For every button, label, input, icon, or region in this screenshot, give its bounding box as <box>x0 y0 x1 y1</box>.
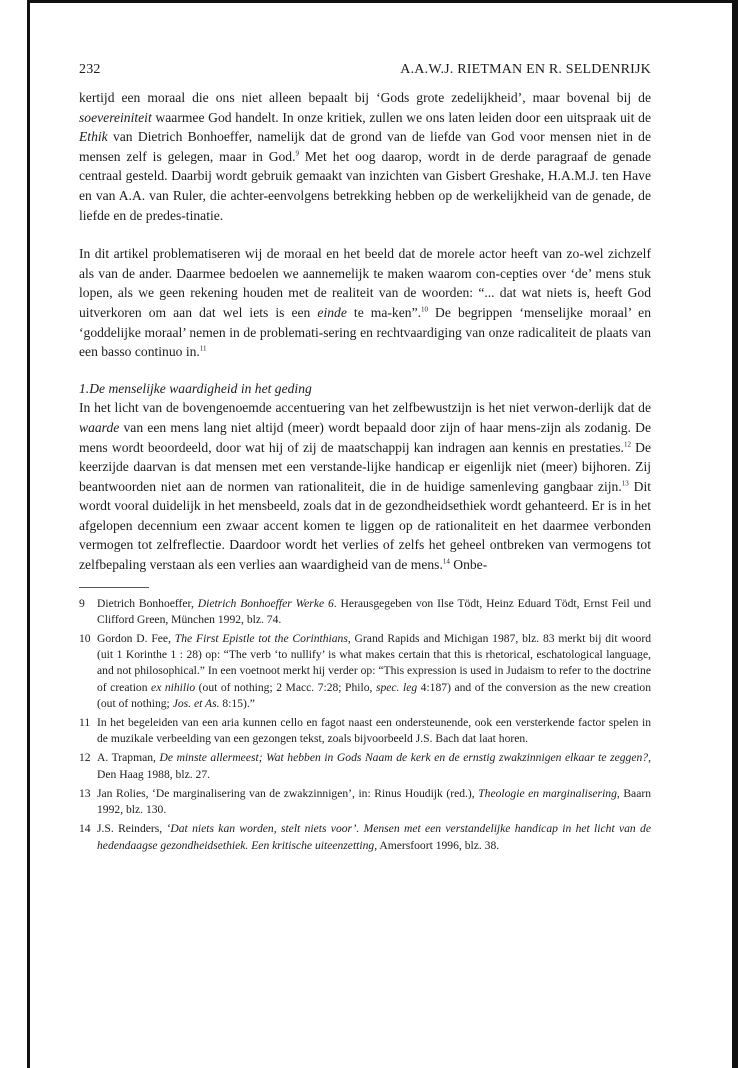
paragraph-3: In het licht van de bovengenoemde accentuering van het zelfbewustzijn is het niet verwon-derlijk dat de waarde van een mens lang niet altijd (meer) wordt bepaald door zijn of haar mens-zijn als zodanig. De mens wordt beoordeeld, door wat hij of zij de maatschappij kan indragen aan kennis en prestaties.$^{12}$ De keerzijde daarvan is dat mensen met een verstande-lijke handicap er eigenlijk niet (meer) bijhoren. Zij beantwoorden niet aan de normen van rationaliteit, die in de huidige samenleving gangbaar zijn.$^{13}$ Dit wordt vooral duidelijk in het mensbeeld, zoals dat in de gezondheidsethiek wordt gehanteerd. Er is in het afgelopen decennium een zwaar accent komen te liggen op de rationaliteit en het daarmee verbonden vermogen tot zelfreflectie. Daardoor wordt het verlies of zelfs het geheel ontbreken van vermogens tot zelfbepaling verstaan als een verlies aan waardigheid van de mens.$^{14}$ Onbe- <box>79 400 652 573</box>
paragraph-1: kertijd een moraal die ons niet alleen bepaalt bij ‘Gods grote zedelijkheid’, maar bovenal bij de soevereiniteit waarmee God handelt. In onze kritiek, zullen we ons laten leiden door een uitspraak uit de Ethik van Dietrich Bonhoeffer, namelijk dat de grond van de liefde van God voor mensen niet in de mensen zelf is gelegen, maar in God.$^9$ Met het oog daarop, wordt in de derde paragraaf de genade centraal gesteld. Daarbij wordt gebruik gemaakt van inzichten van Gisbert Greshake, H.A.M.J. ten Have en van A.A. van Ruler, die achter-eenvolgens betrekking hebben op de werkelijkheid van de genade, de liefde en de predes-tinatie. <box>79 90 651 223</box>
footnote-item <box>79 715 651 747</box>
page-number: 232 <box>79 62 101 77</box>
footnote-text: J.S. Reinders, ‘Dat niets kan worden, stelt niets voor’. Mensen met een verstandelijke handicap in het licht van de hedendaagse gezondheidsethiek. Een kritische uiteenzetting, Amersfoort 1996, blz. 38. <box>97 822 651 852</box>
footnotes <box>79 596 651 854</box>
scan-border-right <box>732 0 738 1068</box>
scan-border-top <box>27 0 738 3</box>
footnote-item <box>79 631 651 712</box>
footnote-number: 10 <box>79 632 91 646</box>
footnote-item <box>79 786 651 818</box>
footnote-item <box>79 596 651 628</box>
footnote-number: 13 <box>79 786 91 800</box>
footnote-ref-12[interactable]: 12 <box>623 439 631 448</box>
footnote-item <box>79 821 651 853</box>
footnote-number: 11 <box>79 716 91 730</box>
footnote-item <box>79 750 651 782</box>
footnote-divider <box>79 587 149 588</box>
footnote-ref-14[interactable]: 14 <box>442 557 450 566</box>
running-head <box>79 62 651 78</box>
footnote-text: Jan Rolies, ‘De marginalisering van de zwakzinnigen’, in: Rinus Houdijk (red.), Theologie en marginalisering, Baarn 1992, blz. 130. <box>97 786 652 817</box>
section-heading: 1.De menselijke waardigheid in het geding <box>79 380 312 396</box>
scan-border-left <box>27 0 30 1068</box>
paragraph-2: In dit artikel problematiseren wij de moraal en het beeld dat de morele actor heeft van zo-wel zichzelf als van de ander. Daarmee bedoelen we aannemelijk te maken waarom con-cepties over ‘de’ mens stuk lopen, als we geen rekening houden met de realiteit van de woorden: “... dat wat niets is, heeft God uitverkoren om aan dat wel iets is een einde te ma-ken”.$^{10}$ De begrippen ‘menselijke moraal’ en ‘goddelijke moraal’ nemen in de problemati-sering en rechtvaardiging van onze radicaliteit de plaats van een basso continuo in.$^{11}$ <box>79 246 652 360</box>
body-text <box>79 88 651 575</box>
footnote-number: 9 <box>79 596 85 610</box>
footnote-ref-13[interactable]: 13 <box>621 479 629 488</box>
footnote-text: Gordon D. Fee, The First Epistle tot the Corinthians, Grand Rapids and Michigan 1987, blz. 83 merkt bij dit woord (uit 1 Korinthe 1 : 28) op: “The verb ‘to nullify’ is what makes certain that this is rhetorical, eschatological language, and not philosophical.” In een voetnoot merkt hij verder op: “This expression is used in Judaism to refer to the doctrine of creation ex nihilio (out of nothing; 2 Macc. 7:28; Philo, spec. leg 4:187) and of the conversion as the new creation (out of nothing; Jos. et As. 8:15).” <box>97 632 652 710</box>
footnote-text: In het begeleiden van een aria kunnen cello en fagot naast een ondersteunende, ook een versterkende factor spelen in de muzikale verbeelding van een gezongen tekst, zoals bijvoorbeeld J.S. Bach dat laat horen. <box>97 716 651 746</box>
footnote-ref-9[interactable]: 9 <box>295 149 300 158</box>
footnote-number: 12 <box>79 751 91 765</box>
footnote-number: 14 <box>79 822 91 836</box>
document-page <box>79 62 651 857</box>
footnote-ref-10[interactable]: 10 <box>421 305 428 314</box>
running-head-authors: A.A.W.J. RIETMAN EN R. SELDENRIJK <box>400 62 651 77</box>
footnote-ref-11[interactable]: 11 <box>199 344 207 353</box>
footnote-text: Dietrich Bonhoeffer, Dietrich Bonhoeffer Werke 6. Herausgegeben von Ilse Tödt, Heinz Eduard Tödt, Ernst Feil und Clifford Green, München 1992, blz. 74. <box>97 596 651 626</box>
footnote-text: A. Trapman, De minste allermeest; Wat hebben in Gods Naam de kerk en de ernstig zwakzinnigen elkaar te zeggen?, Den Haag 1988, blz. 27. <box>97 751 651 781</box>
